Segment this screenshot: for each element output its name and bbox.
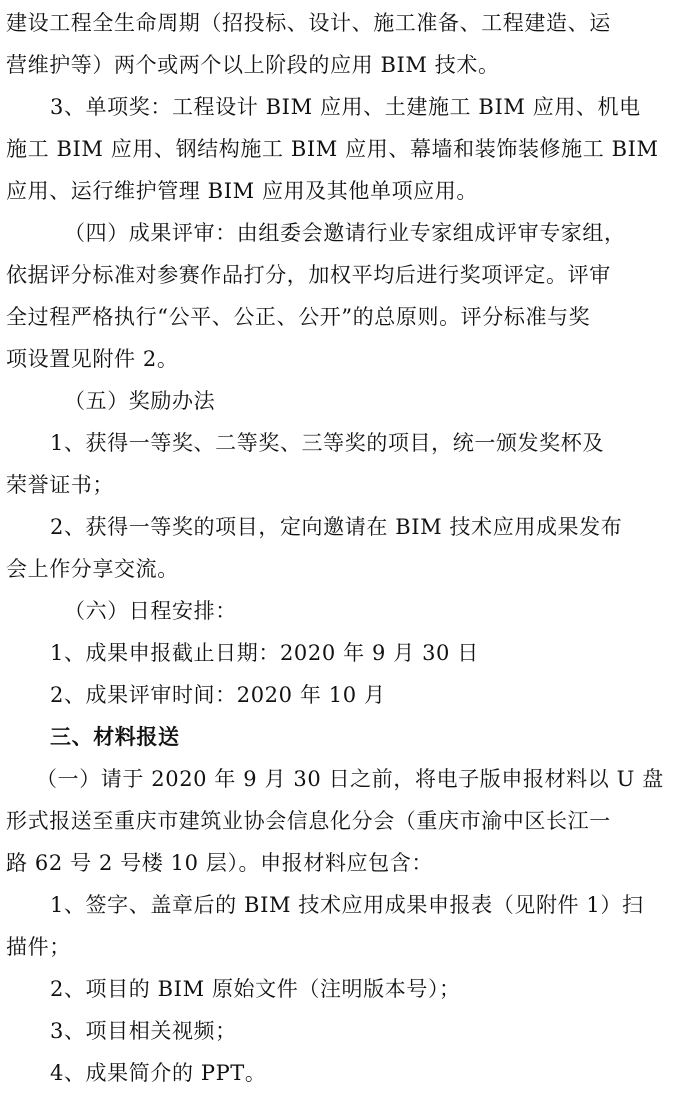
- text-line: 营维护等）两个或两个以上阶段的应用 BIM 技术。: [6, 53, 500, 77]
- text-line: 2、成果评审时间：2020 年 10 月: [50, 683, 386, 707]
- text-line: 施工 BIM 应用、钢结构施工 BIM 应用、幕墙和装饰装修施工 BIM: [6, 137, 659, 161]
- text-line: 1、签字、盖章后的 BIM 技术应用成果申报表（见附件 1）扫: [50, 893, 644, 917]
- text-line: 会上作分享交流。: [6, 557, 179, 581]
- text-line: 2、获得一等奖的项目，定向邀请在 BIM 技术应用成果发布: [50, 515, 623, 539]
- text-line: 3、项目相关视频；: [50, 1019, 237, 1043]
- text-line: 全过程严格执行“公平、公正、公开”的总原则。评分标准与奖: [6, 305, 591, 329]
- text-line: 建设工程全生命周期（招投标、设计、施工准备、工程建造、运: [6, 11, 611, 35]
- text-line: 荣誉证书；: [6, 473, 114, 497]
- text-line: 3、单项奖：工程设计 BIM 应用、土建施工 BIM 应用、机电: [50, 95, 641, 119]
- chapter-heading: 三、材料报送: [50, 724, 180, 749]
- section-heading: （四）成果评审：由组委会邀请行业专家组成评审专家组，: [64, 221, 626, 245]
- section-heading: （五）奖励办法: [64, 389, 216, 413]
- text-line: 1、成果申报截止日期：2020 年 9 月 30 日: [50, 641, 479, 665]
- text-line: 依据评分标准对参赛作品打分，加权平均后进行奖项评定。评审: [6, 263, 611, 287]
- section-heading: （六）日程安排：: [64, 599, 237, 623]
- text-line: 项设置见附件 2。: [6, 347, 179, 371]
- text-line: 4、成果简介的 PPT。: [50, 1061, 267, 1085]
- text-line: 2、项目的 BIM 原始文件（注明版本号）；: [50, 977, 461, 1001]
- section-heading: （一）请于 2020 年 9 月 30 日之前，将电子版申报材料以 U 盘: [36, 767, 664, 791]
- text-line: 路 62 号 2 号楼 10 层）。申报材料应包含：: [6, 851, 433, 875]
- text-line: 形式报送至重庆市建筑业协会信息化分会（重庆市渝中区长江一: [6, 809, 611, 833]
- text-line: 描件；: [6, 935, 71, 959]
- text-line: 应用、运行维护管理 BIM 应用及其他单项应用。: [6, 179, 478, 203]
- text-line: 1、获得一等奖、二等奖、三等奖的项目，统一颁发奖杯及: [50, 431, 604, 455]
